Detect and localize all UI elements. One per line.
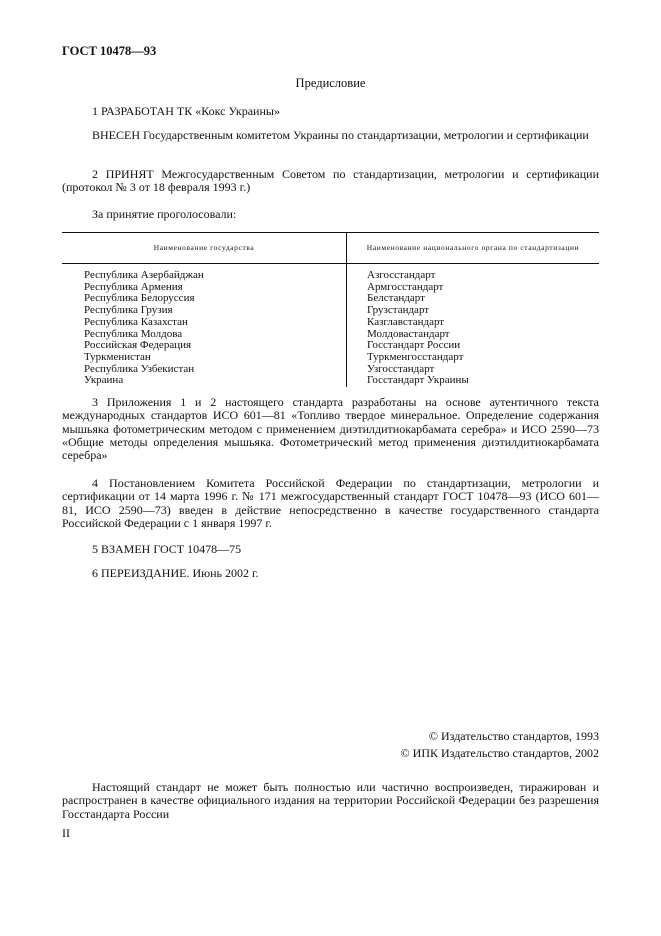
state-cell: Республика Узбекистан <box>62 364 347 376</box>
table-row <box>62 375 599 387</box>
column-header-body: Наименование национального органа по стандартизации <box>347 233 600 264</box>
vote-label: За принятие проголосовали: <box>92 207 237 221</box>
state-cell: Украина <box>62 375 347 387</box>
state-cell: Республика Грузия <box>62 305 347 317</box>
column-header-state: Наименование государства <box>62 233 347 264</box>
body-cell: Госстандарт России <box>367 339 461 352</box>
reproduction-notice: Настоящий стандарт не может быть полностью или частично воспроизведен, тиражирован и распространен в качестве официального издания на территории Российской Федерации без разрешения Госстандарта России <box>62 780 599 821</box>
body-cell: Казглавстандарт <box>367 315 445 328</box>
state-cell: Республика Молдова <box>62 329 347 341</box>
body-cell: Молдовастандарт <box>367 327 450 340</box>
body-cell: Грузстандарт <box>367 304 430 317</box>
table-row <box>62 317 599 329</box>
paragraph-replaces: 5 ВЗАМЕН ГОСТ 10478—75 <box>92 542 242 556</box>
copyright-line-2: © ИПК Издательство стандартов, 2002 <box>400 746 599 760</box>
section-title: Предисловие <box>295 76 366 90</box>
paragraph-developed: 1 РАЗРАБОТАН ТК «Кокс Украины» <box>92 104 280 118</box>
state-cell: Туркменистан <box>62 352 347 364</box>
table-row <box>62 264 599 282</box>
paragraph-annexes: 3 Приложения 1 и 2 настоящего стандарта разработаны на основе аутентичного текста международных стандартов ИСО 601—81 «Топливо твердое минеральное. Определение содержания мышьяка фотометрическим методом с применением диэтилдитиокарбамата серебра» и ИСО 2590—73 «Общие методы определения мышьяка. Фотометрический метод применения диэтилдитиокарбамата серебра» <box>62 395 599 463</box>
page-number: II <box>62 826 70 840</box>
copyright-line-1: © Издательство стандартов, 1993 <box>428 729 599 743</box>
state-cell: Республика Армения <box>62 282 347 294</box>
table-row <box>62 352 599 364</box>
state-cell: Республика Казахстан <box>62 317 347 329</box>
body-cell: Туркменгосстандарт <box>367 350 464 363</box>
member-states-table <box>62 232 599 387</box>
body-cell: Белстандарт <box>367 292 425 305</box>
paragraph-introduced: ВНЕСЕН Государственным комитетом Украины по стандартизации, метрологии и сертификации <box>92 128 589 142</box>
document-header: ГОСТ 10478—93 <box>62 44 157 58</box>
table-row <box>62 364 599 376</box>
body-cell: Госстандарт Украины <box>367 374 469 387</box>
table-header-row <box>62 233 599 264</box>
state-cell: Республика Азербайджан <box>62 264 347 282</box>
body-cell: Азгосстандарт <box>367 269 436 281</box>
paragraph-adopted: 2 ПРИНЯТ Межгосударственным Советом по стандартизации, метрологии и сертификации (протокол № 3 от 18 февраля 1993 г.) <box>62 167 599 195</box>
body-cell: Армгосстандарт <box>367 280 444 293</box>
paragraph-enactment: 4 Постановлением Комитета Российской Федерации по стандартизации, метрологии и сертификации от 14 марта 1996 г. № 171 межгосударственный стандарт ГОСТ 10478—93 (ИСО 601—81, ИСО 2590—73) введен в действие непосредственно в качестве государственного стандарта Российской Федерации с 1 января 1997 г. <box>62 476 599 530</box>
paragraph-reissue: 6 ПЕРЕИЗДАНИЕ. Июнь 2002 г. <box>92 566 259 580</box>
state-cell: Российская Федерация <box>62 340 347 352</box>
body-cell: Узгосстандарт <box>367 362 435 375</box>
state-cell: Республика Белоруссия <box>62 293 347 305</box>
